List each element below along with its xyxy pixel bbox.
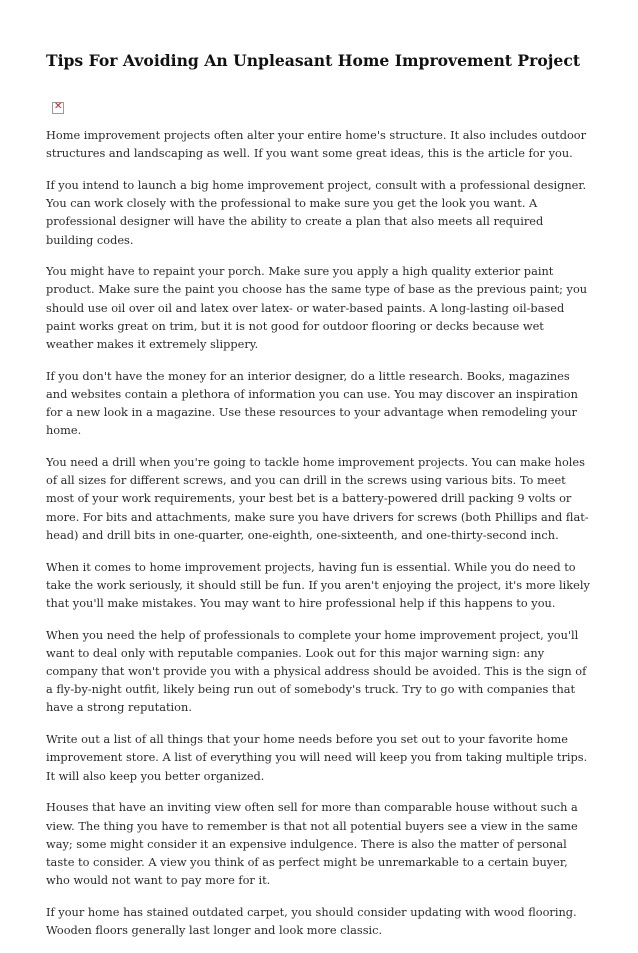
paragraph: Houses that have an inviting view often sell for more than comparable house without such a view. The thing you have to remember is that not all potential buyers see a view in the same way; some might consider it an expensive indulgence. There is also the matter of personal taste to consider. A view you think of as perfect might be unremarkable to a certain buyer, who would not want to pay more for it. <box>46 800 578 888</box>
document-title: Tips For Avoiding An Unpleasant Home Improvement Project <box>46 51 581 70</box>
paragraph: When it comes to home improvement projects, having fun is essential. While you do need to take the work seriously, it should still be fun. If you aren't enjoying the project, it's more likely that you'll make mistakes. You may want to hire professional help if this happens to you. <box>46 559 590 610</box>
document-page <box>46 0 594 953</box>
paragraph: You need a drill when you're going to tackle home improvement projects. You can make holes of all sizes for different screws, and you can drill in the screws using various bits. To meet most of your work requirements, your best bet is a battery-powered drill packing 9 volts or more. For bits and attachments, make sure you have drivers for screws (both Phillips and flat-head) and drill bits in one-quarter, one-eighth, one-sixteenth, and one-thirty-second inch. <box>46 455 589 542</box>
paragraph: If you don't have the money for an interior designer, do a little research. Books, magazines and websites contain a plethora of information you can use. You may discover an inspiration for a new look in a magazine. Use these resources to your advantage when remodeling your home. <box>46 368 578 438</box>
paragraph: Write out a list of all things that your home needs before you set out to your favorite home improvement store. A list of everything you will need will keep you from taking multiple trips. It will also keep you better organized. <box>46 732 588 783</box>
paragraph: When you need the help of professionals to complete your home improvement project, you'll want to deal only with reputable companies. Look out for this major warning sign: any company that won't provide you with a physical address should be avoided. This is the sign of a fly-by-night outfit, likely being run out of somebody's truck. Try to go with companies that have a strong reputation. <box>46 627 587 715</box>
article-body <box>46 126 594 939</box>
broken-image-icon: ✕ <box>54 101 63 112</box>
paragraph: Home improvement projects often alter your entire home's structure. It also includes outdoor structures and landscaping as well. If you want some great ideas, this is the article for you. <box>46 128 587 161</box>
paragraph: If your home has stained outdated carpet, you should consider updating with wood flooring. Wooden floors generally last longer and look more classic. <box>46 904 577 938</box>
paragraph: You might have to repaint your porch. Make sure you apply a high quality exterior paint product. Make sure the paint you choose has the same type of base as the previous paint; you should use oil over oil and latex over latex- or water-based paints. A long-lasting oil-based paint works great on trim, but it is not good for outdoor flooring or decks because wet weather makes it extremely slippery. <box>46 264 588 352</box>
paragraph: If you intend to launch a big home improvement project, consult with a professional designer. You can work closely with the professional to make sure you get the look you want. A professional designer will have the ability to create a plan that also meets all required building codes. <box>46 177 587 247</box>
